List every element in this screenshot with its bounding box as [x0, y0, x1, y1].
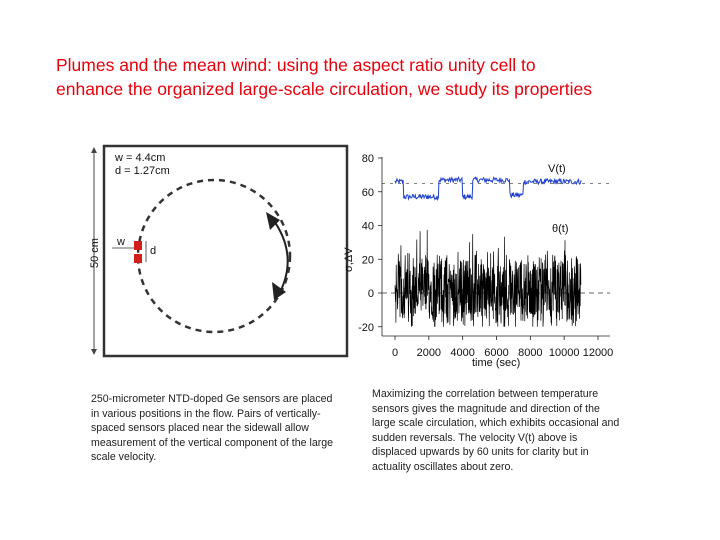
sensor-lower: [134, 254, 142, 263]
x-tick-label: 0: [391, 347, 399, 359]
y-tick-label: 20: [361, 254, 374, 267]
d-dimension-label: d = 1.27cm: [115, 165, 170, 177]
slide-title-line1: Plumes and the mean wind: using the aspect ratio unity cell to: [56, 55, 536, 75]
y-tick-label: 40: [361, 220, 374, 233]
legend-velocity-label: V(t): [548, 163, 566, 175]
convection-cell-diagram: [89, 146, 347, 356]
slide-title-line2: enhance the organized large-scale circulation, we study its properties: [56, 79, 592, 99]
series-theta-line: [395, 230, 581, 327]
height-label: 50 cm: [89, 238, 101, 268]
height-arrow-up-icon: [91, 147, 97, 153]
sensor-upper: [134, 241, 142, 250]
caption-right: Maximizing the correlation between temperature sensors gives the magnitude and direction of the large scale circulation, which exhibits occasional and sudden reversals. The velocity V(t) above is displaced upwards by 60 units for clarity but in actuality oscillates about zero.: [372, 388, 620, 473]
x-tick-label: 10000: [548, 347, 580, 359]
velocity-temperature-chart: [343, 153, 613, 369]
x-tick-label: 4000: [450, 347, 475, 359]
x-tick-label: 12000: [582, 347, 614, 359]
w-dimension-label: w = 4.4cm: [115, 152, 166, 164]
height-arrow-down-icon: [91, 349, 97, 355]
sensor-d-label: d: [150, 245, 157, 257]
x-tick-label: 2000: [416, 347, 442, 359]
y-tick-label: 80: [361, 153, 374, 165]
y-tick-label: -20: [358, 321, 374, 334]
legend-theta-label: θ(t): [552, 223, 569, 235]
x-axis-label: time (sec): [472, 357, 521, 369]
y-tick-label: 60: [361, 186, 374, 199]
series-velocity-line: [395, 177, 581, 199]
cell-outline: [104, 146, 347, 356]
x-tick-label: 8000: [518, 347, 543, 359]
sensor-w-label: w: [117, 236, 125, 248]
y-tick-label: 0: [367, 288, 374, 300]
caption-left: 250-micrometer NTD-doped Ge sensors are placed in various positions in the flow. Pairs of vertically-spaced sensors placed near the sidewall allow measurement of the vertical component of the large scale velocity.: [91, 393, 334, 463]
y-axis-label: σ,ΔV: [343, 247, 355, 272]
circulation-loop: [138, 180, 290, 332]
x-tick-label: 6000: [484, 347, 509, 359]
